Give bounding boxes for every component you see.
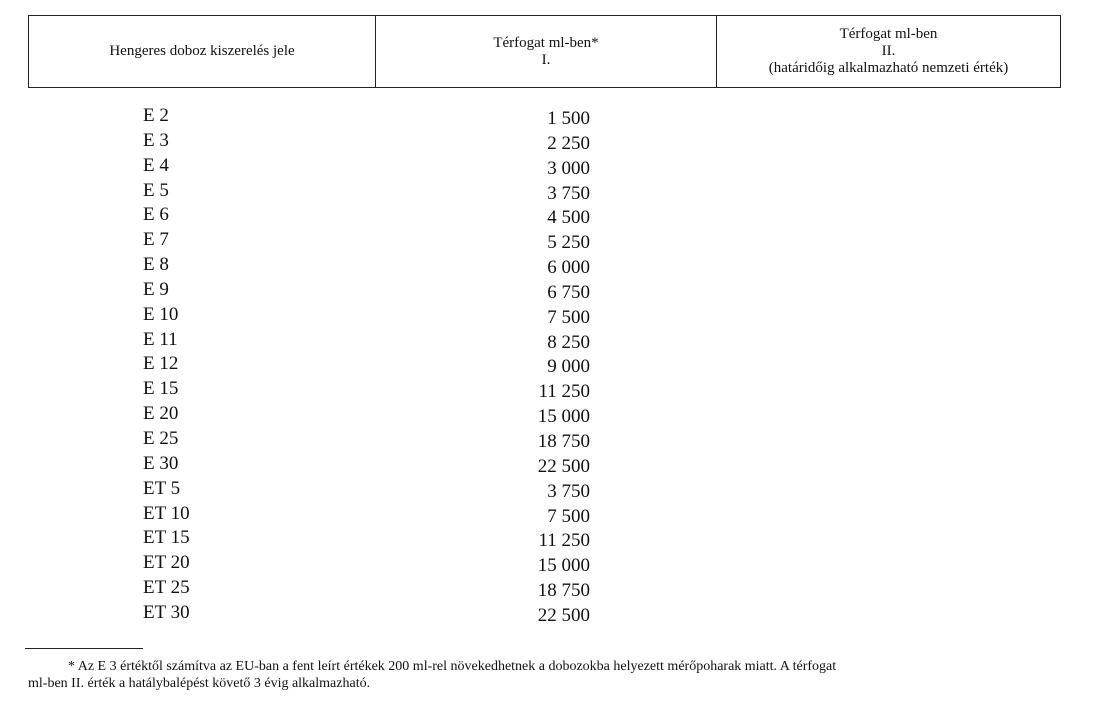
table-header [28, 15, 1061, 88]
table-row [0, 503, 1098, 528]
package-code-cell: E 9 [143, 278, 169, 300]
package-code-cell: ET 5 [143, 477, 181, 499]
table-row [0, 155, 1098, 180]
table-row [0, 602, 1098, 627]
volume-i-cell: 11 250 [538, 530, 590, 552]
package-code-cell: E 11 [143, 328, 178, 350]
footnote-line-2: ml-ben II. érték a hatálybalépést követő 3 évig alkalmazható. [28, 676, 371, 691]
package-code-cell: E 7 [143, 229, 169, 251]
header-label-volume-i-numeral: I. [541, 51, 551, 68]
table-row [0, 329, 1098, 354]
volume-i-cell: 9 000 [547, 356, 590, 378]
footnote [28, 658, 1058, 692]
footnote-divider [25, 648, 143, 649]
header-label-volume-ii: Térfogat ml-ben [839, 26, 938, 42]
package-code-cell: E 4 [143, 154, 169, 176]
package-code-cell: E 25 [143, 427, 179, 449]
volume-i-cell: 15 000 [537, 406, 590, 428]
table-row [0, 378, 1098, 403]
table-row [0, 254, 1098, 279]
volume-i-cell: 4 500 [547, 207, 590, 229]
package-code-cell: E 30 [143, 452, 179, 474]
table-row [0, 478, 1098, 503]
package-code-cell: E 3 [143, 129, 169, 151]
table-row [0, 552, 1098, 577]
package-code-cell: E 8 [143, 254, 169, 276]
volume-i-cell: 6 000 [547, 257, 590, 279]
volume-i-cell: 1 500 [547, 108, 590, 129]
volume-i-cell: 2 250 [547, 132, 590, 154]
table-row [0, 428, 1098, 453]
footnote-line-1: * Az E 3 értéktől számítva az EU-ban a fent leírt értékek 200 ml-rel növekedhetnek a dobozokba helyezett mérőpoharak miatt. A térfogat [68, 659, 837, 674]
package-code-cell: E 2 [143, 105, 169, 126]
table-row [0, 130, 1098, 155]
volume-i-cell: 7 500 [547, 306, 590, 328]
volume-i-cell: 18 750 [537, 580, 590, 602]
table-row [0, 180, 1098, 205]
package-code-cell: E 20 [143, 403, 179, 425]
package-code-cell: ET 25 [143, 577, 190, 599]
package-code-cell: E 10 [143, 303, 179, 325]
table-row [0, 453, 1098, 478]
package-code-cell: E 6 [143, 204, 169, 226]
volume-i-cell: 5 250 [547, 232, 590, 254]
table-row [0, 527, 1098, 552]
table-row [0, 229, 1098, 254]
volume-i-cell: 15 000 [537, 555, 590, 577]
package-code-cell: E 12 [143, 353, 179, 375]
header-label-volume-ii-numeral: II. [881, 43, 896, 59]
header-cell-volume-ii [717, 16, 1060, 87]
table-row [0, 105, 1098, 130]
package-code-cell: E 5 [143, 179, 169, 201]
header-cell-volume-i [376, 16, 717, 87]
header-cell-package-code [29, 16, 376, 87]
volume-i-cell: 11 250 [538, 381, 590, 403]
header-label-volume-ii-note: (határidőig alkalmazható nemzeti érték) [768, 60, 1009, 76]
volume-i-cell: 3 000 [547, 157, 590, 179]
header-label-volume-i: Térfogat ml-ben* [493, 34, 599, 51]
package-code-cell: E 15 [143, 378, 179, 400]
volume-i-cell: 8 250 [547, 331, 590, 353]
header-label-package-code: Hengeres doboz kiszerelés jele [109, 43, 295, 59]
table-body [0, 105, 1098, 627]
package-code-cell: ET 10 [143, 502, 190, 524]
package-code-cell: ET 20 [143, 552, 190, 574]
table-row [0, 577, 1098, 602]
volume-i-cell: 3 750 [547, 182, 590, 204]
volume-i-cell: 22 500 [537, 455, 590, 477]
table-row [0, 279, 1098, 304]
table-row [0, 304, 1098, 329]
volume-i-cell: 3 750 [547, 480, 590, 502]
volume-i-cell: 18 750 [537, 430, 590, 452]
package-code-cell: ET 15 [143, 527, 190, 549]
volume-i-cell: 22 500 [537, 604, 590, 626]
volume-i-cell: 6 750 [547, 281, 590, 303]
volume-i-cell: 7 500 [547, 505, 590, 527]
table-row [0, 353, 1098, 378]
table-row [0, 204, 1098, 229]
table-row [0, 403, 1098, 428]
package-code-cell: ET 30 [143, 601, 190, 623]
